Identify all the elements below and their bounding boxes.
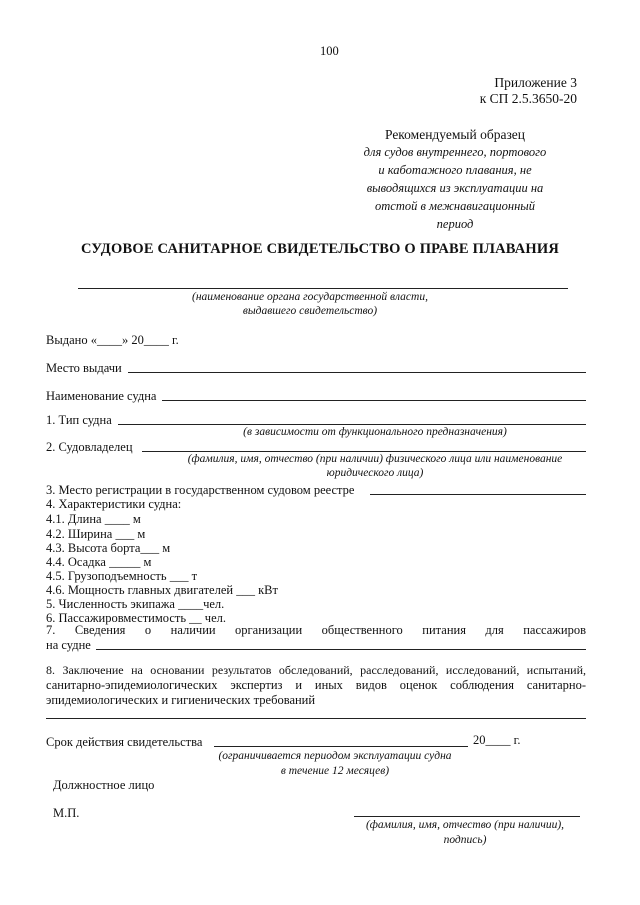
conclusion-line-2: санитарно-эпидемиологических экспертиз и иных видов оценок соблюдения санитарно- [46,678,586,692]
crew-field: 5. Численность экипажа ____чел. [46,597,225,611]
catering-line-2: на судне [46,638,91,652]
validity-blank [214,746,468,747]
conclusion-line-3: эпидемиологических и гигиенических требований [46,693,316,707]
vessel-name-blank [162,400,586,401]
owner-caption-1: (фамилия, имя, отчество (при наличии) физического лица или наименование [187,453,563,465]
issued-date: Выдано «____» 20____ г. [46,333,179,347]
validity-caption-2: в течение 12 месяцев) [280,765,390,777]
owner-label: 2. Судовладелец [46,440,133,454]
width-field: 4.2. Ширина ___ м [46,527,146,541]
length-field: 4.1. Длина ____ м [46,512,141,526]
capacity-field: 4.5. Грузоподъемность ___ т [46,569,198,583]
registry-blank [370,494,586,495]
vessel-type-blank [118,424,586,425]
signature-caption-1: (фамилия, имя, отчество (при наличии), [365,819,565,831]
validity-year: 20____ г. [473,733,521,747]
conclusion-line-1: 8. Заключение на основании результатов обследований, расследований, исследований, испытаний, [46,663,586,677]
official-label: Должностное лицо [53,778,155,792]
recommended-title: Рекомендуемый образец [384,127,525,142]
engine-power-field: 4.6. Мощность главных двигателей ___ кВт [46,583,278,597]
catering-line-1: 7. Сведения о наличии организации общественного питания для пассажиров [46,623,586,637]
authority-caption-2: выдавшего свидетельство) [242,305,378,317]
place-blank [128,372,586,373]
authority-blank [78,288,568,289]
stamp-label: М.П. [53,806,80,820]
recommended-note-5: период [436,217,474,231]
appendix-label: Приложение 3 [494,75,577,90]
recommended-note-4: отстой в межнавигационный [375,199,535,213]
signature-caption-2: подпись) [443,834,487,846]
conclusion-blank [46,718,586,719]
vessel-type-caption: (в зависимости от функционального предназначения) [243,426,507,438]
signature-blank [354,816,580,817]
place-label: Место выдачи [46,361,122,375]
registry-label: 3. Место регистрации в государственном судовом реестре [46,483,355,497]
owner-blank [142,451,586,452]
draft-field: 4.4. Осадка _____ м [46,555,152,569]
document-title: СУДОВОЕ САНИТАРНОЕ СВИДЕТЕЛЬСТВО О ПРАВЕ ПЛАВАНИЯ [80,241,560,257]
passengers-field: 6. Пассажировместимость __ чел. [46,611,226,625]
page-number: 100 [320,44,339,58]
height-field: 4.3. Высота борта___ м [46,541,171,555]
characteristics-heading: 4. Характеристики судна: [46,497,182,511]
vessel-type-label: 1. Тип судна [46,413,112,427]
owner-caption-2: юридического лица) [326,467,424,479]
validity-caption-1: (ограничивается периодом эксплуатации судна [218,750,452,762]
recommended-note-2: и каботажного плавания, не [378,163,532,177]
appendix-reference: к СП 2.5.3650-20 [479,91,577,106]
authority-caption-1: (наименование органа государственной власти, [192,291,428,303]
vessel-name-label: Наименование судна [46,389,157,403]
recommended-note-1: для судов внутреннего, портового [363,145,547,159]
recommended-note-3: выводящихся из эксплуатации на [366,181,544,195]
validity-label: Срок действия свидетельства [46,735,203,749]
catering-blank [96,649,586,650]
